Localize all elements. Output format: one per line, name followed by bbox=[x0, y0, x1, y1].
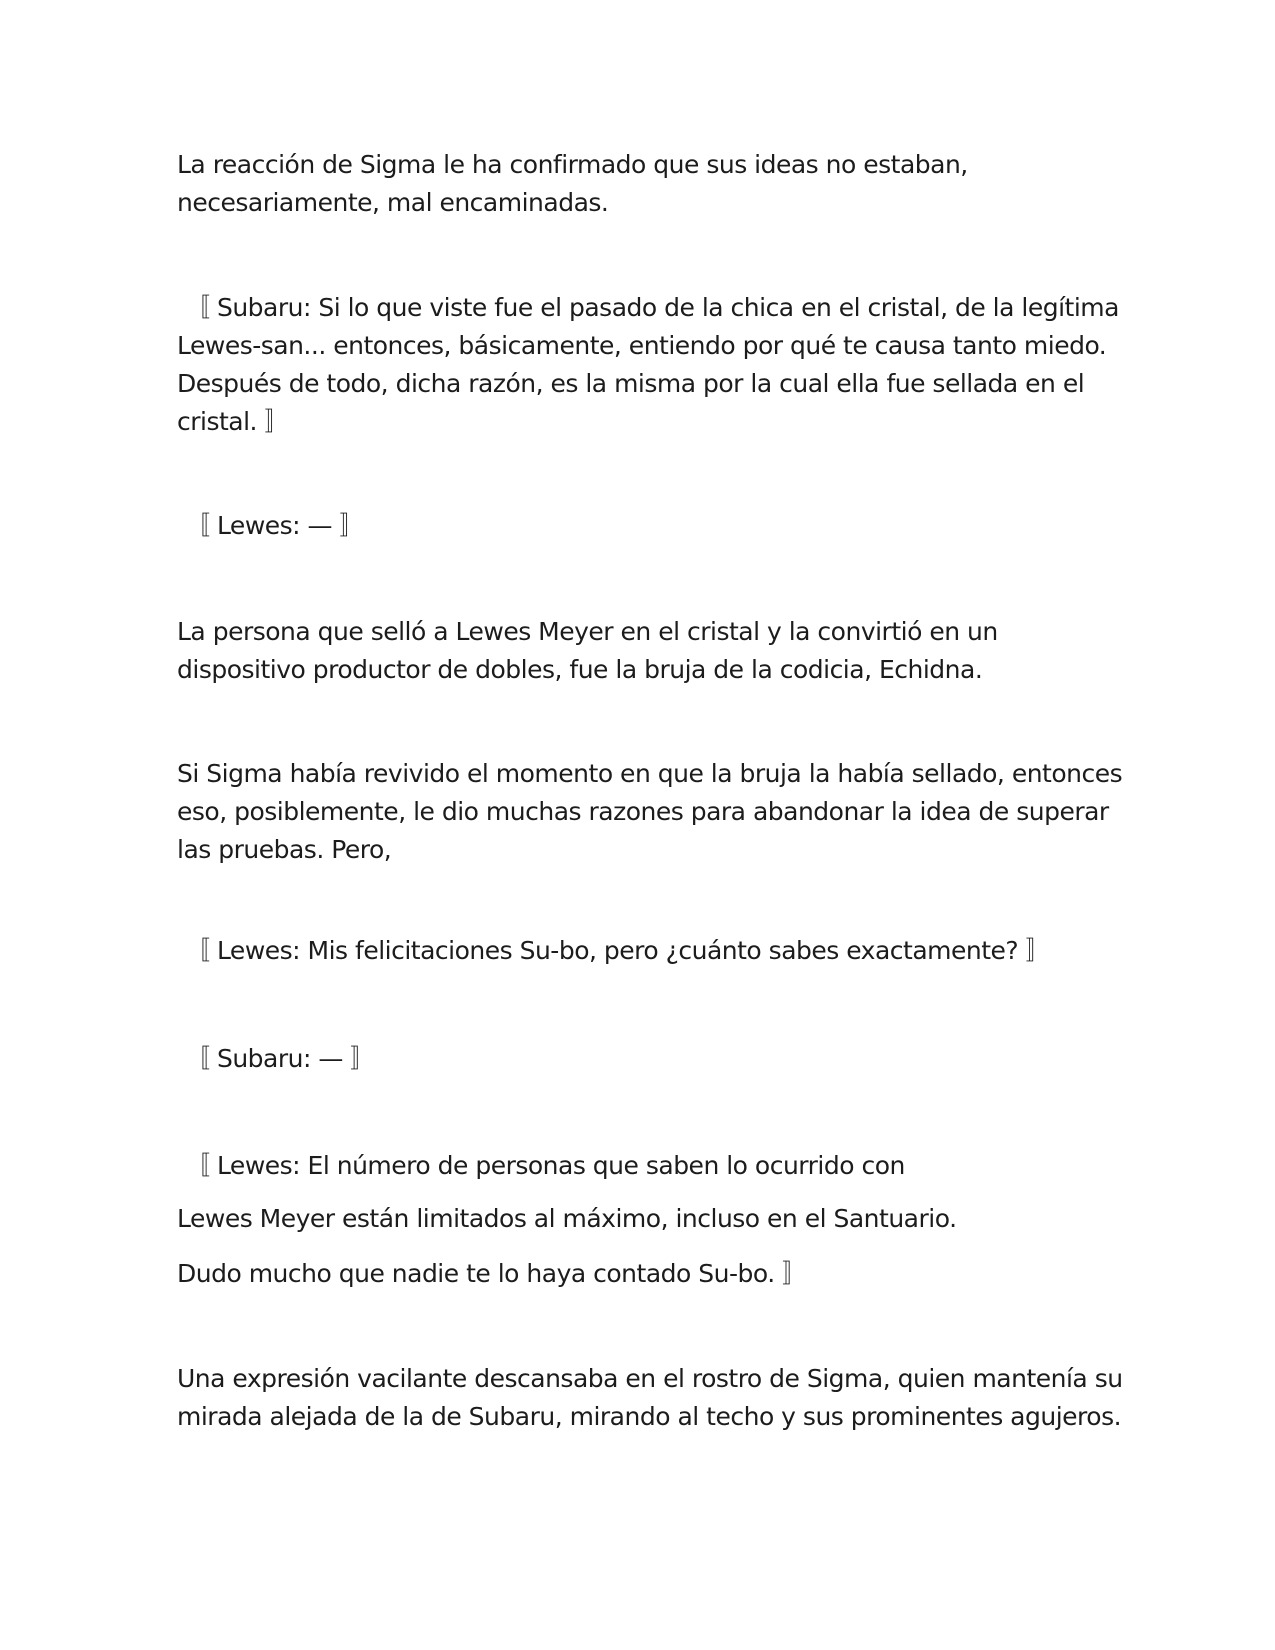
paragraph-narration-3 bbox=[177, 755, 1123, 869]
text-line: cristal. 〛 bbox=[177, 407, 289, 436]
text-line: 〚 Lewes: — 〛 bbox=[185, 511, 364, 540]
text-line: mirada alejada de la de Subaru, mirando al techo y sus prominentes agujeros. bbox=[177, 1402, 1122, 1431]
paragraph-narration-2 bbox=[177, 613, 1107, 689]
paragraph-dialogue-subaru-2 bbox=[185, 1040, 1115, 1078]
paragraph-dialogue-lewes-2 bbox=[185, 932, 1115, 970]
text-line: Una expresión vacilante descansaba en el rostro de Sigma, quien mantenía su bbox=[177, 1364, 1123, 1393]
text-line: Después de todo, dicha razón, es la misma por la cual ella fue sellada en el bbox=[177, 369, 1085, 398]
paragraph-dialogue-lewes-3-cont-2 bbox=[177, 1255, 1107, 1293]
text-line: necesariamente, mal encaminadas. bbox=[177, 188, 609, 217]
text-line: 〚 Lewes: Mis felicitaciones Su-bo, pero ¿cuánto sabes exactamente? 〛 bbox=[185, 936, 1051, 965]
paragraph-dialogue-lewes-1 bbox=[185, 507, 1115, 545]
paragraph-dialogue-lewes-3-cont-1 bbox=[177, 1200, 1107, 1238]
text-line: 〚 Lewes: El número de personas que saben lo ocurrido con bbox=[185, 1151, 905, 1180]
paragraph-dialogue-lewes-3 bbox=[185, 1147, 1115, 1185]
text-line: eso, posiblemente, le dio muchas razones para abandonar la idea de superar bbox=[177, 797, 1109, 826]
text-line: Si Sigma había revivido el momento en que la bruja la había sellado, entonces bbox=[177, 759, 1123, 788]
text-line: Dudo mucho que nadie te lo haya contado Su-bo. 〛 bbox=[177, 1259, 807, 1288]
text-line: La persona que selló a Lewes Meyer en el cristal y la convirtió en un bbox=[177, 617, 998, 646]
text-line: las pruebas. Pero, bbox=[177, 835, 392, 864]
text-line: Lewes-san... entonces, básicamente, entiendo por qué te causa tanto miedo. bbox=[177, 331, 1107, 360]
paragraph-narration-4 bbox=[177, 1360, 1123, 1436]
text-line: Lewes Meyer están limitados al máximo, incluso en el Santuario. bbox=[177, 1204, 957, 1233]
text-line: 〚 Subaru: — 〛 bbox=[185, 1044, 375, 1073]
text-line: 〚 Subaru: Si lo que viste fue el pasado de la chica en el cristal, de la legítima bbox=[185, 293, 1119, 322]
paragraph-dialogue-subaru-1 bbox=[177, 289, 1119, 441]
text-line: La reacción de Sigma le ha confirmado que sus ideas no estaban, bbox=[177, 150, 968, 179]
text-line: dispositivo productor de dobles, fue la bruja de la codicia, Echidna. bbox=[177, 655, 983, 684]
paragraph-narration-1 bbox=[177, 146, 1107, 222]
